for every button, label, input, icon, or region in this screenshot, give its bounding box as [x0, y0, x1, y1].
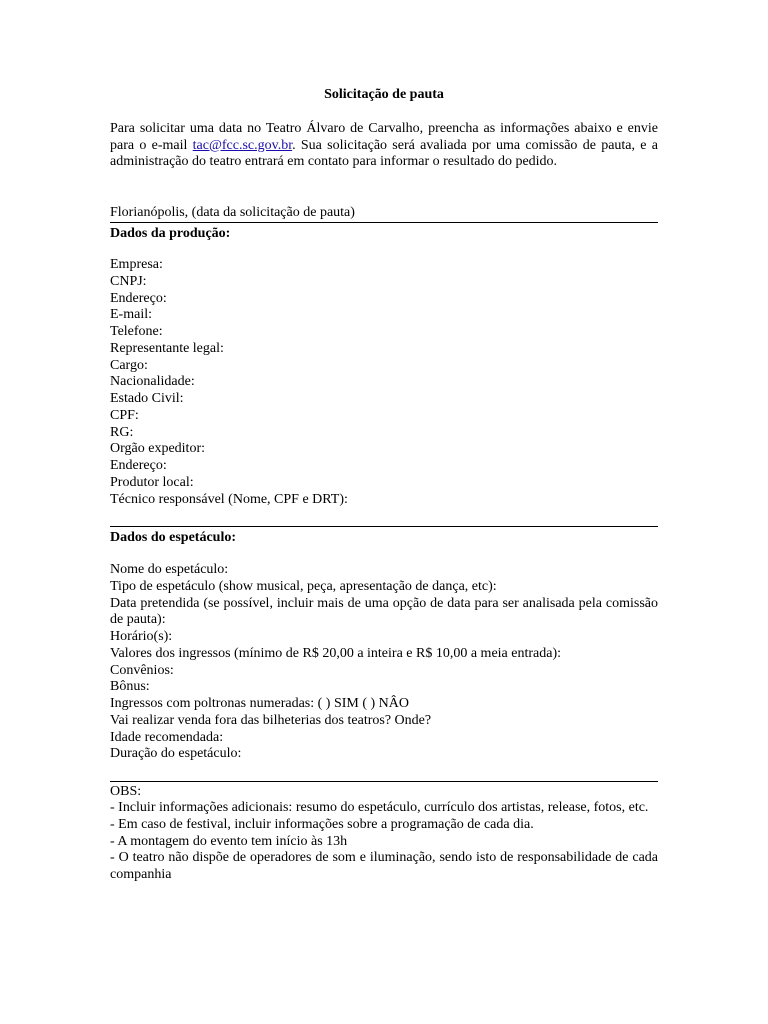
obs-item: - A montagem do evento tem início às 13h	[110, 833, 348, 849]
form-field-label: Cargo:	[110, 357, 148, 373]
obs-item: - Em caso de festival, incluir informações sobre a programação de cada dia.	[110, 816, 534, 832]
form-field-label: Horário(s):	[110, 629, 173, 644]
form-field-label: Endereço:	[110, 458, 167, 473]
form-field-label: Nome do espetáculo:	[110, 562, 229, 577]
form-field-label: Endereço:	[110, 290, 167, 306]
form-field-label: Nacionalidade:	[110, 374, 195, 390]
espetaculo-fields-list	[110, 562, 658, 763]
date-line: Florianópolis, (data da solicitação de pauta)	[110, 205, 355, 220]
form-field-label: Duração do espetáculo:	[110, 746, 242, 762]
producao-fields-list	[110, 257, 658, 508]
form-field-label: Valores dos ingressos (mínimo de R$ 20,00 a inteira e R$ 10,00 a meia entrada):	[110, 645, 562, 661]
form-field-label: RG:	[110, 424, 134, 440]
heading-dados-espetaculo: Dados do espetáculo:	[110, 530, 237, 545]
form-field-label: Bônus:	[110, 679, 150, 695]
divider-obs	[110, 781, 658, 782]
heading-dados-producao: Dados da produção:	[110, 226, 231, 241]
form-field-label: Técnico responsável (Nome, CPF e DRT):	[110, 491, 348, 507]
form-field-label: Data pretendida (se possível, incluir mais de uma opção de data para ser analisada pela comissão de pauta):	[110, 595, 658, 628]
email-link[interactable]: tac@fcc.sc.gov.br	[192, 137, 293, 153]
form-field-label: Empresa:	[110, 257, 163, 272]
form-field-label: Telefone:	[110, 324, 163, 339]
form-field-label: Representante legal:	[110, 340, 224, 356]
intro-text-before: Para solicitar uma data no Teatro Álvaro de Carvalho, preencha as informações abaixo e envie para o e-mail	[110, 121, 658, 153]
intro-text-after: . Sua solicitação será avaliada por uma comissão de pauta, e a administração do teatro entrará em contato para informar o resultado do pedido.	[110, 137, 658, 170]
intro-paragraph	[110, 121, 658, 171]
form-field-label: CPF:	[110, 407, 139, 423]
form-field-label: Estado Civil:	[110, 391, 184, 406]
obs-items-list	[110, 800, 658, 884]
form-field-label: Ingressos com poltronas numeradas: ( ) SIM ( ) NÂO	[110, 696, 409, 711]
form-field-label: Tipo de espetáculo (show musical, peça, apresentação de dança, etc):	[110, 578, 497, 594]
obs-item: - Incluir informações adicionais: resumo do espetáculo, currículo dos artistas, release, fotos, etc.	[110, 800, 649, 815]
obs-item: - O teatro não dispõe de operadores de som e iluminação, sendo isto de responsabilidade de cada companhia	[110, 850, 658, 882]
heading-obs: OBS:	[110, 784, 142, 799]
form-field-label: CNPJ:	[110, 273, 147, 289]
form-field-label: Convênios:	[110, 662, 174, 678]
form-field-label: E-mail:	[110, 307, 152, 323]
form-field-label: Idade recomendada:	[110, 729, 224, 745]
form-field-label: Orgão expeditor:	[110, 441, 205, 457]
form-field-label: Produtor local:	[110, 474, 194, 490]
form-field-label: Vai realizar venda fora das bilheterias dos teatros? Onde?	[110, 712, 432, 728]
divider-espetaculo	[110, 526, 658, 527]
page-title: Solicitação de pauta	[324, 87, 444, 102]
divider-producao	[110, 222, 658, 223]
